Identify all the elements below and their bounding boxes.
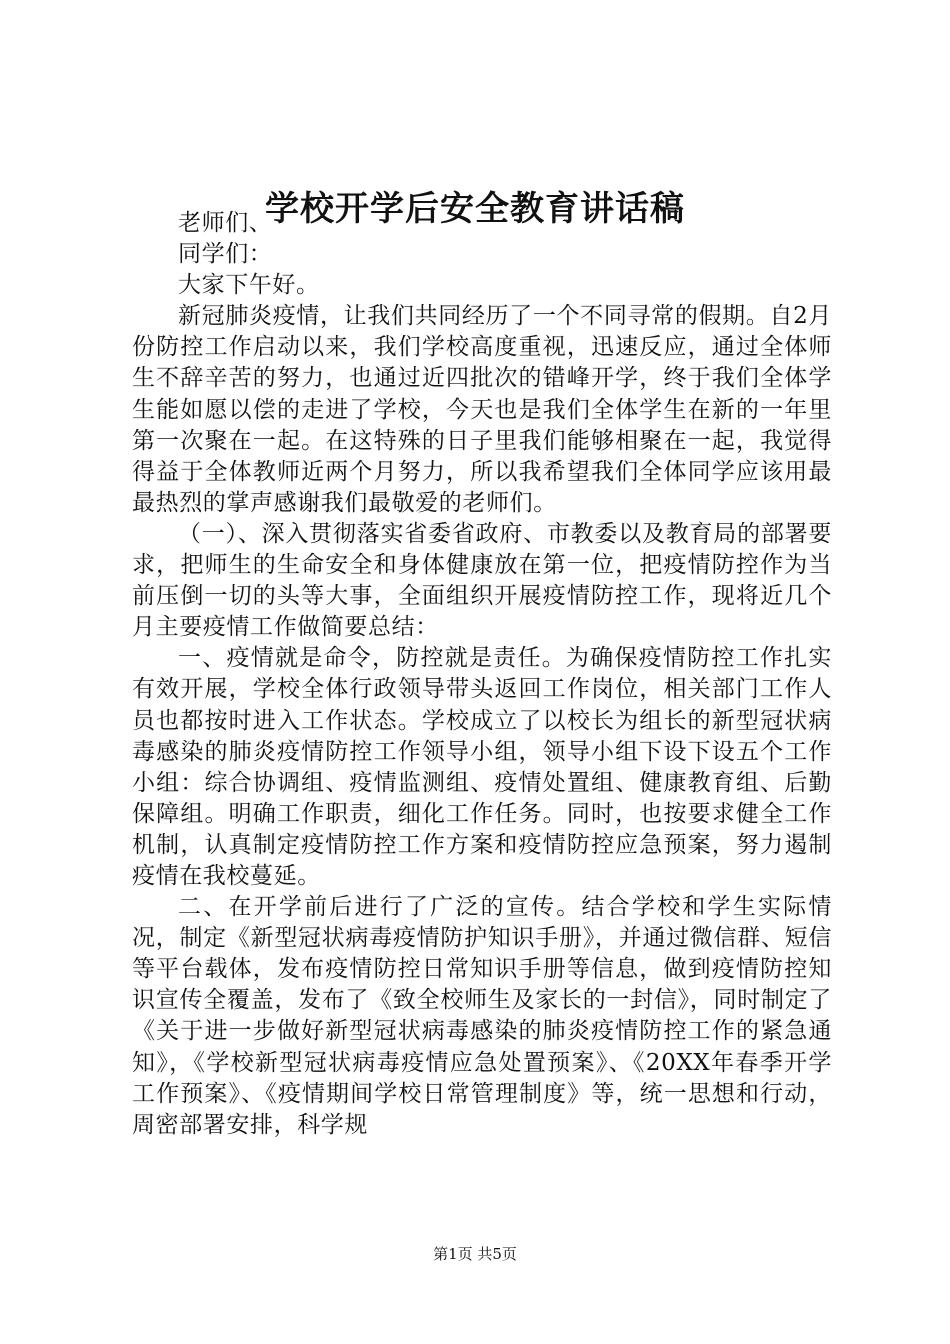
greeting-students: 同学们： (178, 241, 273, 268)
paragraph-section-one: （一）、深入贯彻落实省委省政府、市教委以及教育局的部署要求，把师生的生命安全和身体健康放在第一位，把疫情防控作为当前压倒一切的头等大事，全面组织开展疫情防控工作，现将近几个月主要疫情工作做简要总结： (132, 520, 832, 641)
paragraph-point-one: 一、疫情就是命令，防控就是责任。为确保疫情防控工作扎实有效开展，学校全体行政领导带头返回工作岗位，相关部门工作人员也都按时进入工作状态。学校成立了以校长为组长的新型冠状病毒感染的肺炎疫情防控工作领导小组，领导小组下设下设五个工作小组：综合协调组、疫情监测组、疫情处置组、健康教育组、后勤保障组。明确工作职责，细化工作任务。同时，也按要求健全工作机制，认真制定疫情防控工作方案和疫情防控应急预案，努力遏制疫情在我校蔓延。 (132, 645, 832, 889)
greeting-teachers: 老师们、 (178, 210, 273, 236)
document-body (132, 208, 832, 1141)
page-footer: 第1页 共5页 (433, 1245, 517, 1263)
paragraph-intro: 新冠肺炎疫情，让我们共同经历了一个不同寻常的假期。自2月份防控工作启动以来，我们学校高度重视，迅速反应，通过全体师生不辞辛苦的努力，也通过近四批次的错峰开学，终于我们全体学生能如愿以偿的走进了学校，今天也是我们全体学生在新的一年里第一次聚在一起。在这特殊的日子里我们能够相聚在一起，我觉得得益于全体教师近两个月努力，所以我希望我们全体同学应该用最最热烈的掌声感谢我们最敬爱的老师们。 (132, 303, 832, 516)
paragraph-point-two: 二、在开学前后进行了广泛的宣传。结合学校和学生实际情况，制定《新型冠状病毒疫情防护知识手册》，并通过微信群、短信等平台载体，发布疫情防控日常知识手册等信息，做到疫情防控知识宣传全覆盖，发布了《致全校师生及家长的一封信》，同时制定了《关于进一步做好新型冠状病毒感染的肺炎疫情防控工作的紧急通知》，《学校新型冠状病毒疫情应急处置预案》、《20XX年春季开学工作预案》、《疫情期间学校日常管理制度》等，统一思想和行动，周密部署安排，科学规 (132, 894, 832, 1138)
greeting-afternoon: 大家下午好。 (178, 272, 320, 299)
document-title: 学校开学后安全教育讲话稿 (265, 189, 685, 229)
